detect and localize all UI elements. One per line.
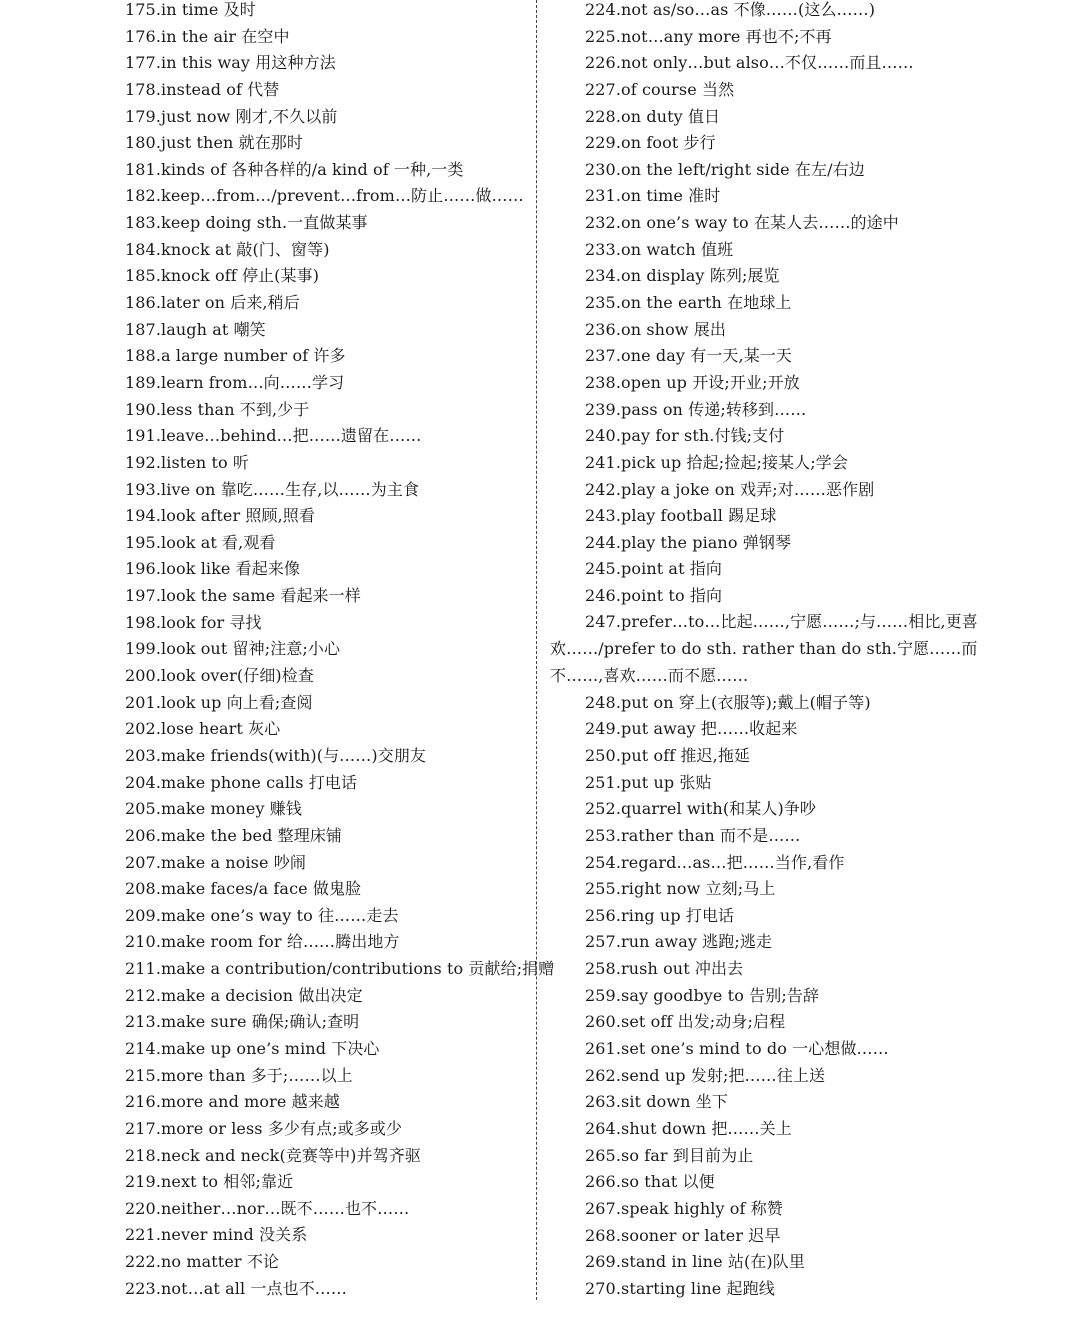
phrase-entry-212: 212.make a decision 做出决定 [125, 985, 363, 1005]
phrase-entry-178: 178.instead of 代替 [125, 79, 280, 99]
phrase-entry-196: 196.look like 看起来像 [125, 559, 301, 579]
phrase-entry-270: 270.starting line 起跑线 [585, 1278, 775, 1298]
phrase-entry-185: 185.knock off 停止(某事) [125, 266, 320, 286]
phrase-entry-241: 241.pick up 拾起;捡起;接某人;学会 [585, 452, 848, 472]
phrase-entry-225: 225.not…any more 再也不;不再 [585, 26, 832, 46]
phrase-entry-269: 269.stand in line 站(在)队里 [585, 1252, 805, 1272]
phrase-entry-235: 235.on the earth 在地球上 [585, 293, 792, 313]
phrase-entry-215: 215.more than 多于;……以上 [125, 1065, 353, 1085]
phrase-entry-245: 245.point at 指向 [585, 559, 722, 579]
phrase-entry-236: 236.on show 展出 [585, 319, 726, 339]
phrase-entry-175: 175.in time 及时 [125, 0, 256, 19]
phrase-entry-188: 188.a large number of 许多 [125, 346, 346, 366]
phrase-entry-257: 257.run away 逃跑;逃走 [585, 932, 773, 952]
phrase-entry-181: 181.kinds of 各种各样的/a kind of 一种,一类 [125, 159, 464, 179]
phrase-entry-248: 248.put on 穿上(衣服等);戴上(帽子等) [585, 692, 871, 712]
phrase-entry-211: 211.make a contribution/contributions to 贡献给;捐赠 [125, 959, 555, 979]
phrase-entry-233: 233.on watch 值班 [585, 239, 734, 259]
phrase-entry-254: 254.regard…as…把……当作,看作 [585, 852, 845, 872]
phrase-entry-262: 262.send up 发射;把……往上送 [585, 1065, 826, 1085]
phrase-entry-264: 264.shut down 把……关上 [585, 1118, 792, 1138]
phrase-entry-210: 210.make room for 给……腾出地方 [125, 932, 400, 952]
phrase-entry-220: 220.neither…nor…既不……也不…… [125, 1198, 410, 1218]
phrase-entry-200: 200.look over(仔细)检查 [125, 666, 314, 686]
phrase-entry-256: 256.ring up 打电话 [585, 905, 735, 925]
right-phrase-column [550, 0, 985, 1305]
phrase-entry-226: 226.not only…but also…不仅……而且…… [585, 53, 914, 73]
phrase-entry-198: 198.look for 寻找 [125, 612, 262, 632]
phrase-entry-191: 191.leave…behind…把……遗留在…… [125, 426, 422, 446]
phrase-entry-250: 250.put off 推迟,拖延 [585, 745, 751, 765]
phrase-entry-218: 218.neck and neck(竞赛等中)并驾齐驱 [125, 1145, 421, 1165]
phrase-entry-201: 201.look up 向上看;查阅 [125, 692, 313, 712]
phrase-entry-180: 180.just then 就在那时 [125, 133, 304, 153]
phrase-entry-228: 228.on duty 值日 [585, 106, 721, 126]
phrase-entry-253: 253.rather than 而不是…… [585, 825, 801, 845]
phrase-entry-177: 177.in this way 用这种方法 [125, 53, 336, 73]
phrase-entry-260: 260.set off 出发;动身;启程 [585, 1012, 786, 1032]
phrase-entry-189: 189.learn from…向……学习 [125, 372, 345, 392]
phrase-entry-263: 263.sit down 坐下 [585, 1092, 728, 1112]
phrase-entry-176: 176.in the air 在空中 [125, 26, 290, 46]
phrase-entry-243: 243.play football 踢足球 [585, 506, 777, 526]
phrase-entry-190: 190.less than 不到,少于 [125, 399, 310, 419]
phrase-entry-252: 252.quarrel with(和某人)争吵 [585, 799, 817, 819]
phrase-entry-234: 234.on display 陈列;展览 [585, 266, 780, 286]
column-divider [536, 0, 537, 1300]
phrase-entry-223: 223.not…at all 一点也不…… [125, 1278, 348, 1298]
phrase-entry-259: 259.say goodbye to 告别;告辞 [585, 985, 820, 1005]
phrase-entry-199: 199.look out 留神;注意;小心 [125, 639, 341, 659]
phrase-entry-238: 238.open up 开设;开业;开放 [585, 372, 800, 392]
phrase-entry-242: 242.play a joke on 戏弄;对……恶作剧 [585, 479, 875, 499]
phrase-entry-214: 214.make up one’s mind 下决心 [125, 1038, 380, 1058]
phrase-entry-244: 244.play the piano 弹钢琴 [585, 532, 792, 552]
phrase-entry-194: 194.look after 照顾,照看 [125, 506, 315, 526]
phrase-entry-195: 195.look at 看,观看 [125, 532, 276, 552]
phrase-entry-184: 184.knock at 敲(门、窗等) [125, 239, 330, 259]
phrase-entry-268: 268.sooner or later 迟早 [585, 1225, 781, 1245]
phrase-entry-247: 247.prefer…to…比起……,宁愿……;与……相比,更喜欢……/prefer to do sth. rather than do sth.宁愿……而不……,喜欢……而不愿…… [550, 612, 978, 685]
phrase-entry-227: 227.of course 当然 [585, 79, 735, 99]
phrase-entry-255: 255.right now 立刻;马上 [585, 879, 776, 899]
phrase-entry-206: 206.make the bed 整理床铺 [125, 825, 343, 845]
phrase-entry-213: 213.make sure 确保;确认;查明 [125, 1012, 360, 1032]
phrase-entry-221: 221.never mind 没关系 [125, 1225, 308, 1245]
phrase-entry-216: 216.more and more 越来越 [125, 1092, 340, 1112]
phrase-entry-229: 229.on foot 步行 [585, 133, 716, 153]
phrase-entry-217: 217.more or less 多少有点;或多或少 [125, 1118, 403, 1138]
phrase-entry-183: 183.keep doing sth.一直做某事 [125, 213, 368, 233]
phrase-entry-261: 261.set one’s mind to do 一心想做…… [585, 1039, 889, 1059]
phrase-entry-266: 266.so that 以便 [585, 1172, 715, 1192]
phrase-entry-207: 207.make a noise 吵闹 [125, 852, 306, 872]
phrase-entry-249: 249.put away 把……收起来 [585, 719, 798, 739]
phrase-entry-246: 246.point to 指向 [585, 586, 723, 606]
phrase-entry-193: 193.live on 靠吃……生存,以……为主食 [125, 479, 420, 499]
phrase-entry-240: 240.pay for sth.付钱;支付 [585, 426, 785, 446]
phrase-entry-205: 205.make money 赚钱 [125, 799, 302, 819]
phrase-entry-182: 182.keep…from…/prevent…from…防止……做…… [125, 186, 524, 206]
phrase-entry-187: 187.laugh at 嘲笑 [125, 319, 266, 339]
phrase-entry-197: 197.look the same 看起来一样 [125, 586, 361, 606]
phrase-entry-237: 237.one day 有一天,某一天 [585, 346, 793, 366]
left-phrase-column [125, 0, 555, 1305]
phrase-entry-209: 209.make one’s way to 往……走去 [125, 905, 399, 925]
phrase-entry-224: 224.not as/so…as 不像……(这么……) [585, 0, 876, 19]
phrase-entry-179: 179.just now 刚才,不久以前 [125, 106, 338, 126]
phrase-entry-186: 186.later on 后来,稍后 [125, 293, 300, 313]
phrase-entry-192: 192.listen to 听 [125, 452, 250, 472]
phrase-entry-267: 267.speak highly of 称赞 [585, 1198, 783, 1218]
phrase-entry-203: 203.make friends(with)(与……)交朋友 [125, 745, 427, 765]
phrase-entry-232: 232.on one’s way to 在某人去……的途中 [585, 213, 899, 233]
phrase-entry-265: 265.so far 到目前为止 [585, 1145, 754, 1165]
phrase-entry-222: 222.no matter 不论 [125, 1252, 280, 1272]
phrase-entry-251: 251.put up 张贴 [585, 772, 712, 792]
phrase-entry-230: 230.on the left/right side 在左/右边 [585, 159, 865, 179]
phrase-entry-239: 239.pass on 传递;转移到…… [585, 399, 807, 419]
phrase-entry-258: 258.rush out 冲出去 [585, 959, 744, 979]
phrase-entry-204: 204.make phone calls 打电话 [125, 772, 358, 792]
phrase-entry-208: 208.make faces/a face 做鬼脸 [125, 879, 362, 899]
phrase-entry-231: 231.on time 准时 [585, 186, 721, 206]
phrase-entry-202: 202.lose heart 灰心 [125, 719, 281, 739]
phrase-entry-219: 219.next to 相邻;靠近 [125, 1172, 294, 1192]
